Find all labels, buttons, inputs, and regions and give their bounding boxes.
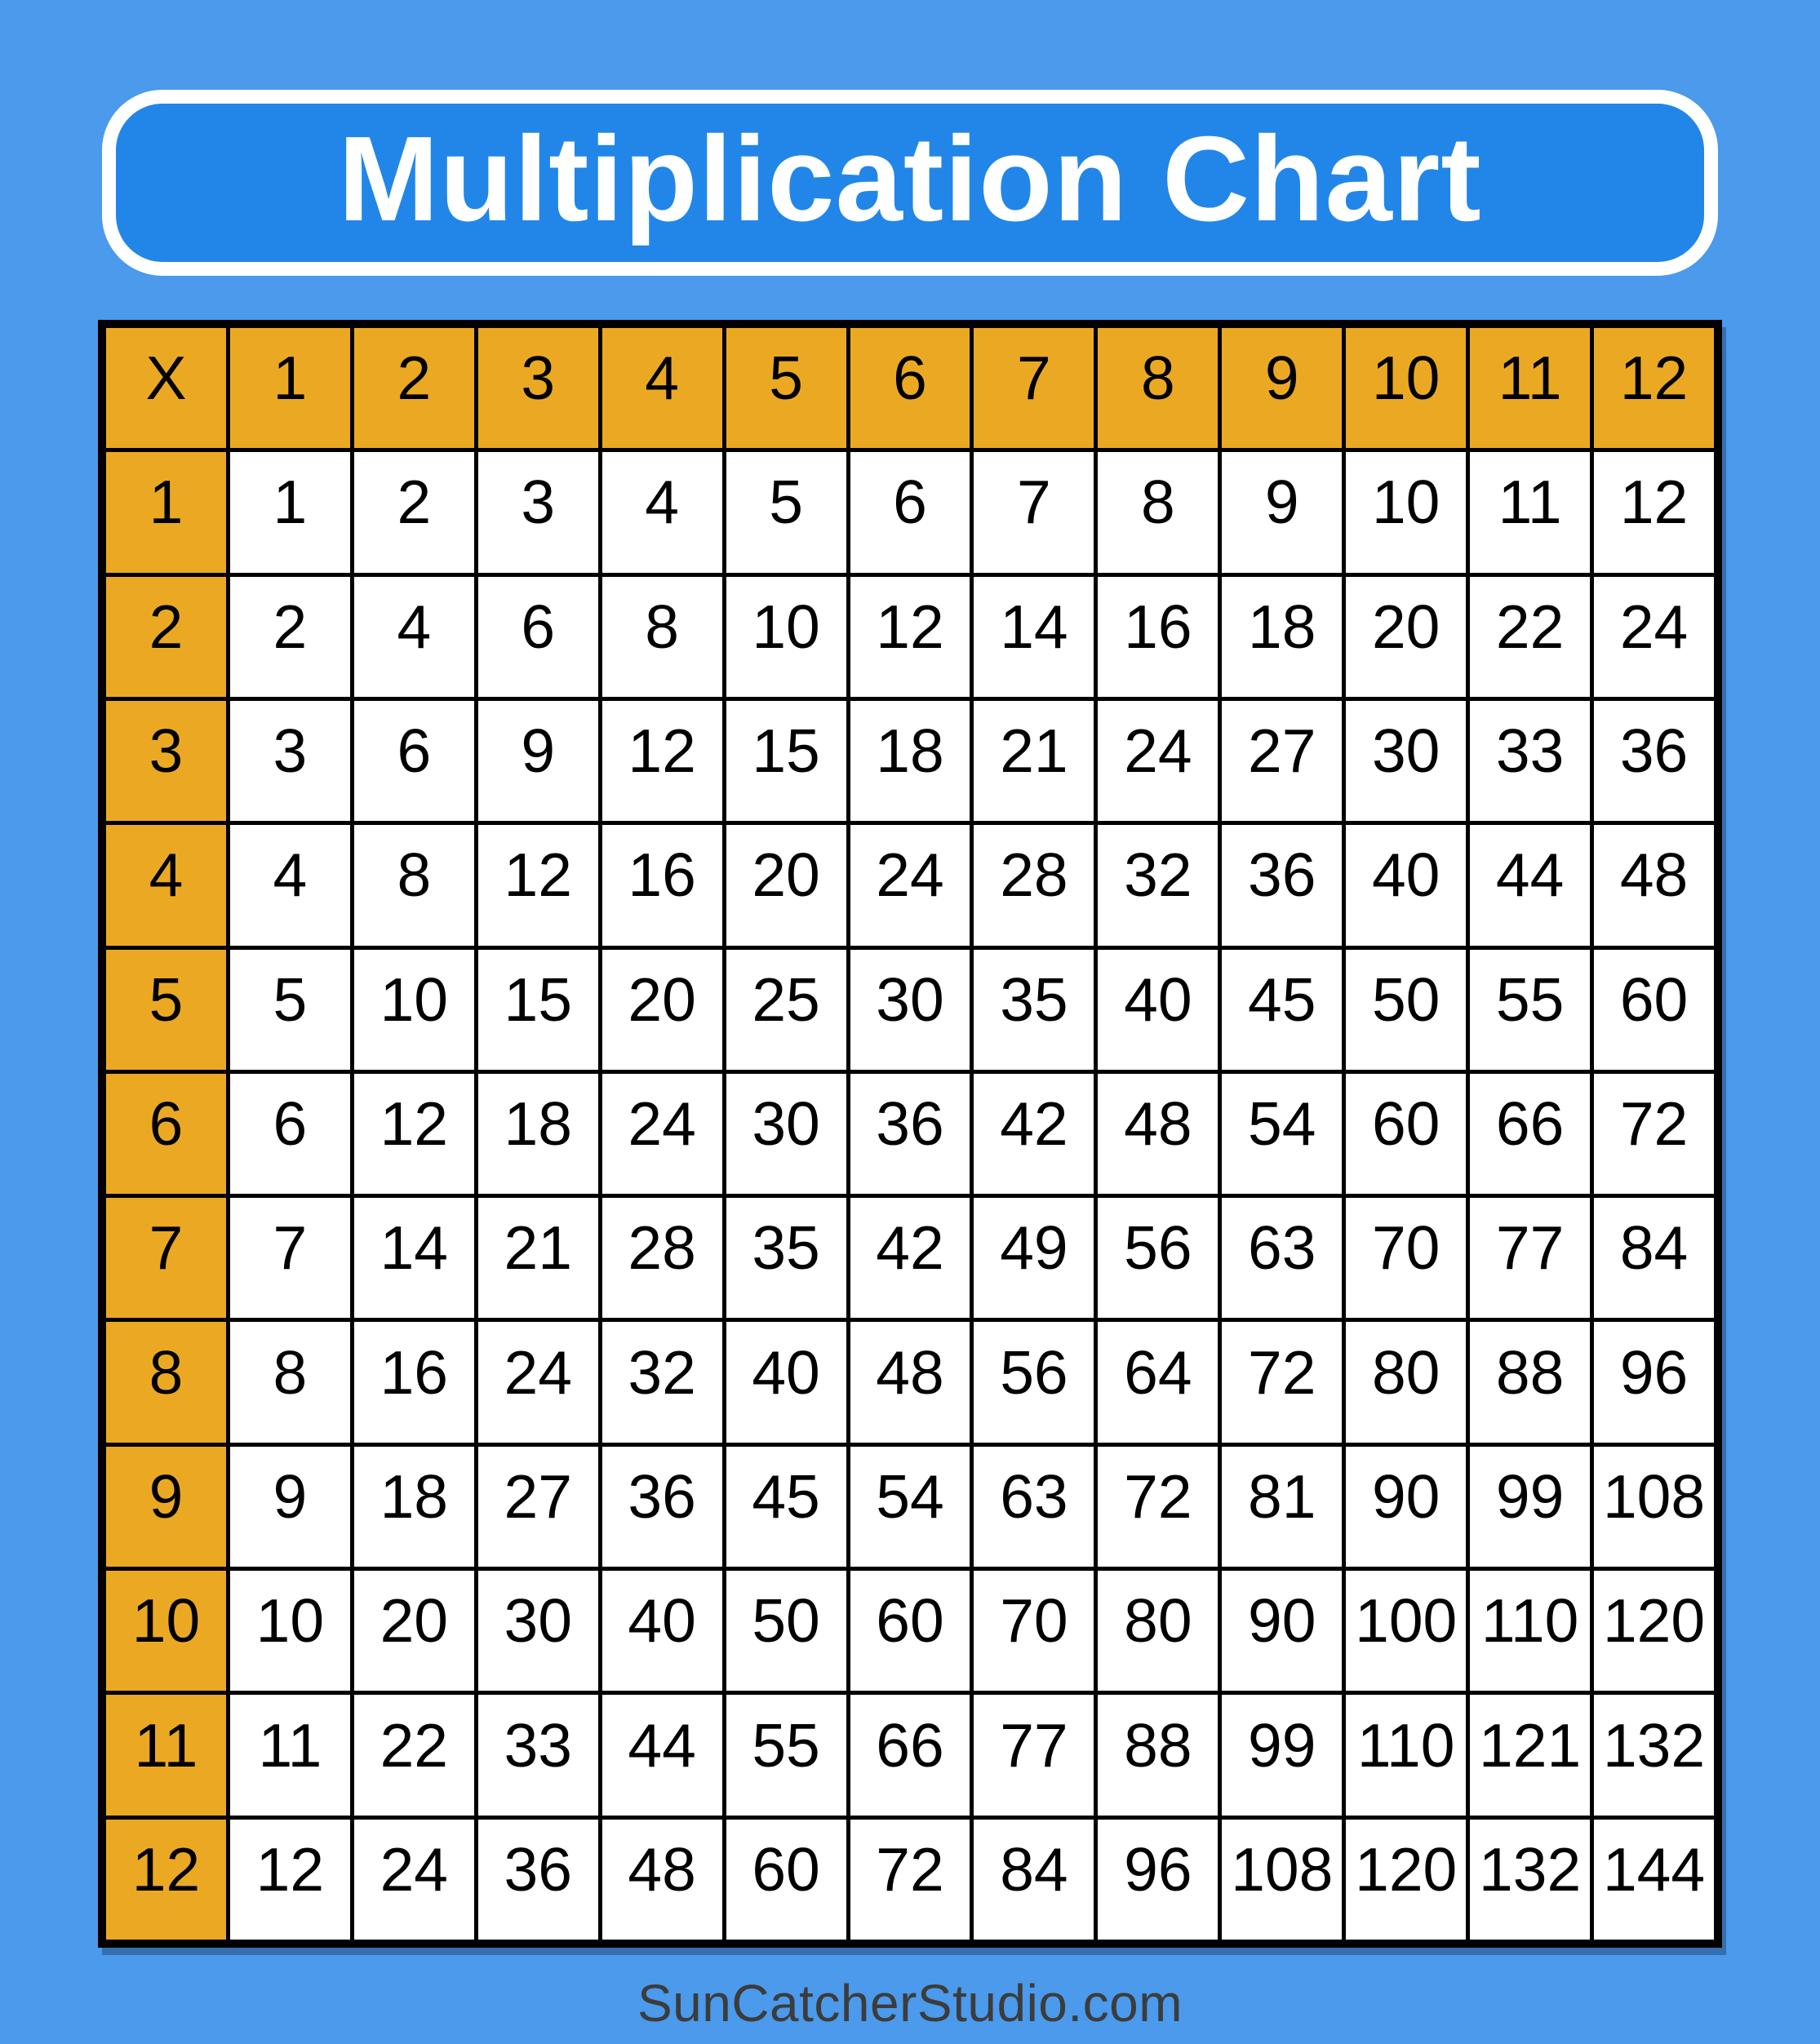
product-cell: 18 [850, 701, 970, 821]
row-header-cell: 1 [106, 452, 226, 572]
product-cell: 8 [602, 577, 722, 697]
product-cell: 40 [602, 1571, 722, 1691]
column-header-cell: 9 [1222, 328, 1342, 448]
product-cell: 25 [726, 950, 846, 1070]
product-cell: 8 [354, 825, 474, 945]
column-header-cell: 1 [230, 328, 350, 448]
product-cell: 44 [1470, 825, 1590, 945]
product-cell: 40 [1346, 825, 1466, 945]
column-header-cell: 4 [602, 328, 722, 448]
row-header-cell: 6 [106, 1074, 226, 1194]
product-cell: 21 [478, 1198, 598, 1318]
product-cell: 14 [354, 1198, 474, 1318]
product-cell: 60 [726, 1820, 846, 1940]
product-cell: 81 [1222, 1447, 1342, 1567]
product-cell: 16 [354, 1322, 474, 1442]
product-cell: 84 [1594, 1198, 1714, 1318]
row-header-cell: 10 [106, 1571, 226, 1691]
product-cell: 80 [1098, 1571, 1218, 1691]
product-cell: 3 [230, 701, 350, 821]
product-cell: 27 [478, 1447, 598, 1567]
product-cell: 24 [602, 1074, 722, 1194]
product-cell: 22 [354, 1695, 474, 1815]
column-header-cell: 3 [478, 328, 598, 448]
product-cell: 50 [1346, 950, 1466, 1070]
product-cell: 20 [726, 825, 846, 945]
product-cell: 24 [354, 1820, 474, 1940]
product-cell: 6 [478, 577, 598, 697]
product-cell: 12 [230, 1820, 350, 1940]
product-cell: 48 [850, 1322, 970, 1442]
product-cell: 96 [1594, 1322, 1714, 1442]
row-header-cell: 7 [106, 1198, 226, 1318]
row-header-cell: 4 [106, 825, 226, 945]
product-cell: 88 [1098, 1695, 1218, 1815]
product-cell: 88 [1470, 1322, 1590, 1442]
product-cell: 42 [850, 1198, 970, 1318]
row-header-cell: 11 [106, 1695, 226, 1815]
product-cell: 2 [230, 577, 350, 697]
product-cell: 44 [602, 1695, 722, 1815]
product-cell: 45 [1222, 950, 1342, 1070]
product-cell: 36 [850, 1074, 970, 1194]
product-cell: 10 [726, 577, 846, 697]
product-cell: 132 [1470, 1820, 1590, 1940]
product-cell: 70 [974, 1571, 1094, 1691]
product-cell: 30 [726, 1074, 846, 1194]
column-header-cell: 10 [1346, 328, 1466, 448]
product-cell: 18 [478, 1074, 598, 1194]
product-cell: 90 [1222, 1571, 1342, 1691]
product-cell: 21 [974, 701, 1094, 821]
product-cell: 110 [1346, 1695, 1466, 1815]
product-cell: 20 [354, 1571, 474, 1691]
product-cell: 48 [1594, 825, 1714, 945]
product-cell: 32 [602, 1322, 722, 1442]
product-cell: 99 [1470, 1447, 1590, 1567]
product-cell: 33 [478, 1695, 598, 1815]
row-header-cell: 3 [106, 701, 226, 821]
column-header-cell: 8 [1098, 328, 1218, 448]
column-header-cell: 12 [1594, 328, 1714, 448]
column-header-cell: 5 [726, 328, 846, 448]
product-cell: 72 [1222, 1322, 1342, 1442]
product-cell: 16 [1098, 577, 1218, 697]
product-cell: 96 [1098, 1820, 1218, 1940]
product-cell: 72 [1594, 1074, 1714, 1194]
page-title: Multiplication Chart [338, 112, 1482, 246]
product-cell: 5 [230, 950, 350, 1070]
product-cell: 49 [974, 1198, 1094, 1318]
product-cell: 28 [974, 825, 1094, 945]
product-cell: 54 [1222, 1074, 1342, 1194]
product-cell: 40 [1098, 950, 1218, 1070]
product-cell: 11 [230, 1695, 350, 1815]
product-cell: 12 [354, 1074, 474, 1194]
product-cell: 4 [354, 577, 474, 697]
product-cell: 72 [850, 1820, 970, 1940]
product-cell: 2 [354, 452, 474, 572]
product-cell: 60 [1346, 1074, 1466, 1194]
product-cell: 15 [478, 950, 598, 1070]
product-cell: 4 [602, 452, 722, 572]
product-cell: 110 [1470, 1571, 1590, 1691]
row-header-cell: 12 [106, 1820, 226, 1940]
product-cell: 7 [230, 1198, 350, 1318]
product-cell: 56 [974, 1322, 1094, 1442]
product-cell: 8 [230, 1322, 350, 1442]
column-header-cell: 6 [850, 328, 970, 448]
column-header-cell: 11 [1470, 328, 1590, 448]
product-cell: 12 [1594, 452, 1714, 572]
product-cell: 5 [726, 452, 846, 572]
product-cell: 3 [478, 452, 598, 572]
product-cell: 27 [1222, 701, 1342, 821]
product-cell: 8 [1098, 452, 1218, 572]
product-cell: 84 [974, 1820, 1094, 1940]
product-cell: 70 [1346, 1198, 1466, 1318]
product-cell: 22 [1470, 577, 1590, 697]
product-cell: 20 [602, 950, 722, 1070]
corner-cell: X [106, 328, 226, 448]
product-cell: 120 [1594, 1571, 1714, 1691]
product-cell: 18 [1222, 577, 1342, 697]
row-header-cell: 8 [106, 1322, 226, 1442]
product-cell: 14 [974, 577, 1094, 697]
product-cell: 66 [850, 1695, 970, 1815]
product-cell: 50 [726, 1571, 846, 1691]
product-cell: 4 [230, 825, 350, 945]
product-cell: 48 [602, 1820, 722, 1940]
product-cell: 33 [1470, 701, 1590, 821]
product-cell: 10 [230, 1571, 350, 1691]
multiplication-table [98, 320, 1722, 1948]
product-cell: 40 [726, 1322, 846, 1442]
product-cell: 36 [602, 1447, 722, 1567]
product-cell: 66 [1470, 1074, 1590, 1194]
product-cell: 7 [974, 452, 1094, 572]
product-cell: 20 [1346, 577, 1466, 697]
product-cell: 15 [726, 701, 846, 821]
product-cell: 132 [1594, 1695, 1714, 1815]
product-cell: 1 [230, 452, 350, 572]
product-cell: 28 [602, 1198, 722, 1318]
product-cell: 6 [354, 701, 474, 821]
product-cell: 16 [602, 825, 722, 945]
product-cell: 63 [974, 1447, 1094, 1567]
row-header-cell: 9 [106, 1447, 226, 1567]
product-cell: 54 [850, 1447, 970, 1567]
product-cell: 36 [478, 1820, 598, 1940]
product-cell: 24 [850, 825, 970, 945]
product-cell: 10 [354, 950, 474, 1070]
product-cell: 12 [478, 825, 598, 945]
product-cell: 9 [478, 701, 598, 821]
product-cell: 35 [974, 950, 1094, 1070]
product-cell: 12 [850, 577, 970, 697]
product-cell: 77 [974, 1695, 1094, 1815]
row-header-cell: 5 [106, 950, 226, 1070]
product-cell: 6 [230, 1074, 350, 1194]
product-cell: 90 [1346, 1447, 1466, 1567]
product-cell: 60 [1594, 950, 1714, 1070]
product-cell: 80 [1346, 1322, 1466, 1442]
product-cell: 30 [478, 1571, 598, 1691]
product-cell: 30 [850, 950, 970, 1070]
product-cell: 55 [726, 1695, 846, 1815]
product-cell: 42 [974, 1074, 1094, 1194]
product-cell: 64 [1098, 1322, 1218, 1442]
product-cell: 36 [1222, 825, 1342, 945]
product-cell: 120 [1346, 1820, 1466, 1940]
product-cell: 144 [1594, 1820, 1714, 1940]
product-cell: 10 [1346, 452, 1466, 572]
title-banner [102, 90, 1718, 276]
product-cell: 63 [1222, 1198, 1342, 1318]
product-cell: 9 [1222, 452, 1342, 572]
product-cell: 100 [1346, 1571, 1466, 1691]
product-cell: 45 [726, 1447, 846, 1567]
product-cell: 35 [726, 1198, 846, 1318]
product-cell: 12 [602, 701, 722, 821]
product-cell: 77 [1470, 1198, 1590, 1318]
product-cell: 6 [850, 452, 970, 572]
product-cell: 30 [1346, 701, 1466, 821]
product-cell: 9 [230, 1447, 350, 1567]
product-cell: 121 [1470, 1695, 1590, 1815]
row-header-cell: 2 [106, 577, 226, 697]
product-cell: 36 [1594, 701, 1714, 821]
column-header-cell: 2 [354, 328, 474, 448]
product-cell: 11 [1470, 452, 1590, 572]
product-cell: 48 [1098, 1074, 1218, 1194]
product-cell: 108 [1594, 1447, 1714, 1567]
product-cell: 108 [1222, 1820, 1342, 1940]
product-cell: 56 [1098, 1198, 1218, 1318]
product-cell: 60 [850, 1571, 970, 1691]
footer-credit: SunCatcherStudio.com [637, 1974, 1183, 2033]
product-cell: 24 [1594, 577, 1714, 697]
product-cell: 32 [1098, 825, 1218, 945]
product-cell: 24 [1098, 701, 1218, 821]
product-cell: 18 [354, 1447, 474, 1567]
product-cell: 24 [478, 1322, 598, 1442]
product-cell: 72 [1098, 1447, 1218, 1567]
column-header-cell: 7 [974, 328, 1094, 448]
product-cell: 99 [1222, 1695, 1342, 1815]
product-cell: 55 [1470, 950, 1590, 1070]
